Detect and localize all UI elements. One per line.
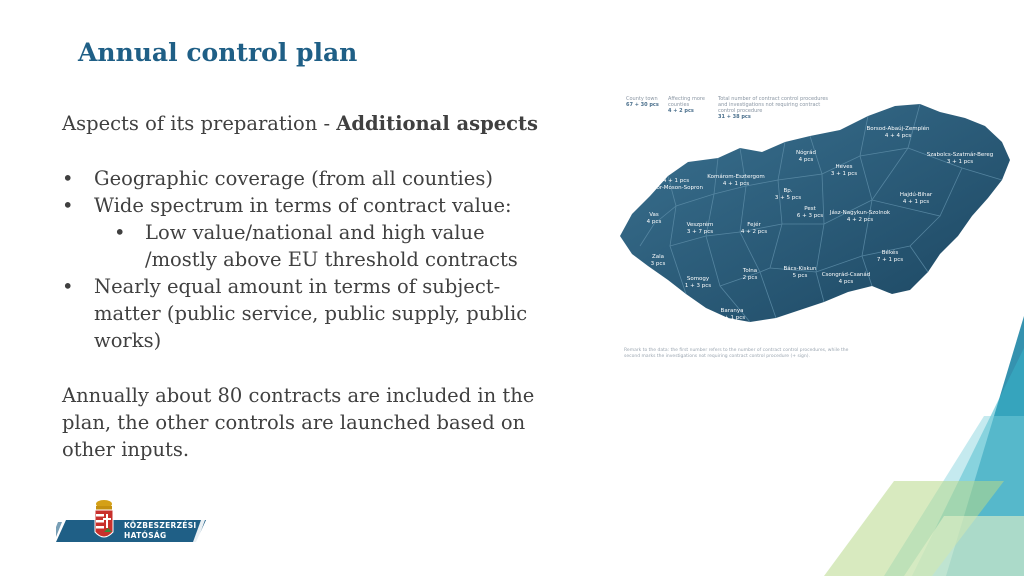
county-komarom [707,174,764,187]
county-veszprem [687,222,714,235]
slide-title: Annual control plan [78,38,358,67]
county-vas [647,212,662,225]
county-value: 4 + 1 pcs [902,198,930,205]
county-name: Baranya [720,308,744,314]
closing-paragraph: Annually about 80 contracts are included in the plan, the other controls are launched based on other inputs. [62,384,535,461]
county-value: 4 pcs [838,278,854,285]
county-heves [831,164,857,177]
subtitle [62,110,552,137]
county-name: Pest [804,206,816,212]
county-name: Bács-Kiskun [783,266,817,272]
county-value: 1 + 3 pcs [684,282,712,289]
county-name: Veszprém [686,222,714,228]
county-csongrad [822,272,871,285]
sub-bullet-value-range: • Low value/national and high value /mostly above EU threshold contracts [62,219,552,273]
county-bacs [783,266,816,279]
county-name: Nógrád [795,150,817,156]
county-value: 3 + 7 pcs [686,228,714,235]
county-jasz [830,210,890,223]
county-name: Békés [881,250,899,256]
county-name: Komárom-Esztergom [707,174,765,180]
county-name: Heves [835,164,853,170]
county-name: Fejér [747,222,761,228]
county-budapest [775,188,801,201]
county-value: 3 pcs [650,260,666,267]
county-name: Győr-Moson-Sopron [649,184,703,191]
map-remark: Remark to the data: the first number refers to the number of contract control procedures, while the second marks the investigations not requiring contract control procedure (+ sign). [624,348,849,359]
county-name: Borsod-Abaúj-Zemplén [866,126,930,132]
county-name: Vas [649,212,659,218]
logo-wordmark [124,521,197,541]
county-gyor [649,178,703,191]
county-value: 3 + 1 pcs [830,170,858,177]
county-somogy [685,276,711,289]
county-value: 9 + 1 pcs [718,314,746,321]
bullet-subject-matter: • Nearly equal amount in terms of subject-matter (public service, public supply, public works) [62,273,552,354]
county-name: Zala [651,254,665,260]
county-name: Csongrád-Csanád [821,272,871,278]
county-value: 6 + 3 pcs [796,212,824,219]
county-value: 2 pcs [742,274,758,281]
county-name: Somogy [686,276,710,282]
county-pest [797,206,823,219]
county-borsod [866,126,929,139]
county-bekes [877,250,903,263]
county-name: Szabolcs-Szatmár-Bereg [926,152,994,158]
county-value: 3 + 1 pcs [946,158,974,165]
county-zala [651,254,666,267]
logo-line-2: HATÓSÁG [124,531,167,540]
county-value: 7 + 1 pcs [876,256,904,263]
county-value: 4 + 2 pcs [846,216,874,223]
county-name: Hajdú-Bihar [899,192,933,198]
legend-heading: Affecting more counties [668,96,705,108]
county-fejer [741,222,767,235]
county-baranya [719,308,745,321]
logo-line-1: KÖZBESZERZÉSI [124,521,197,530]
legend-heading: Total number of contract control procedures and investigations not requiring contract control procedure [718,96,829,114]
county-value: 4 + 2 pcs [740,228,768,235]
county-tolna [743,268,758,281]
legend-value: 31 + 38 pcs [718,114,751,120]
bullet-contract-value: • Wide spectrum in terms of contract value: [62,192,552,219]
county-value: 4 + 1 pcs [662,178,690,184]
subtitle-bold: Additional aspects [336,112,539,135]
map-shape [610,96,1024,346]
county-value: 4 + 4 pcs [884,132,912,139]
bullet-list [62,165,552,354]
decorative-stripes [824,316,1024,576]
county-value: 4 pcs [798,156,814,163]
subtitle-prefix: Aspects of its preparation - [62,112,337,135]
legend-value: 67 + 30 pcs [626,102,659,108]
county-value: 4 + 1 pcs [722,180,750,187]
county-value: 5 pcs [792,272,808,279]
county-name: Bp. [783,188,793,194]
legend-heading: County town [626,96,658,102]
county-szabolcs [927,152,994,165]
county-name: Jász-Nagykun-Szolnok [829,210,891,216]
county-hajdu [900,192,932,205]
bullet-geographic: • Geographic coverage (from all counties) [62,165,552,192]
legend-value: 4 + 2 pcs [668,108,694,114]
county-value: 3 + 5 pcs [774,194,802,201]
slide-body [62,110,552,483]
county-value: 4 pcs [646,218,662,225]
county-nograd [796,150,816,163]
county-name: Tolna [742,268,758,274]
